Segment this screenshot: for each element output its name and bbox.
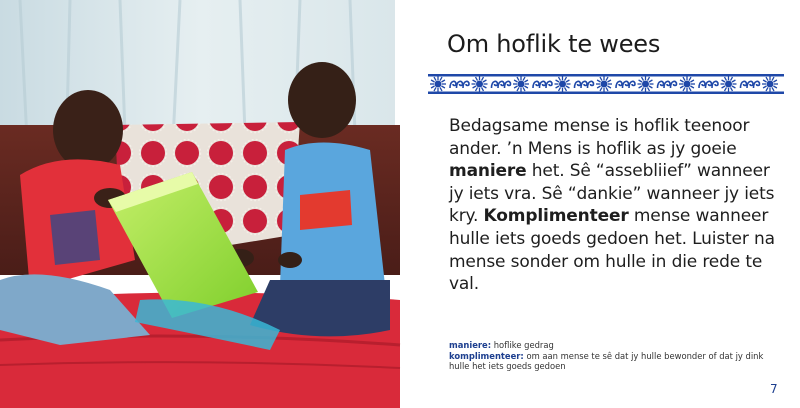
sun-ornament-icon [472,76,488,92]
paragraph-segment: Bedagsame mense is hoflik teenoor ander. ’n Mens is hoflik as jy goeie [449,116,750,159]
sun-ornament-icon [513,76,529,92]
decorative-wave-border [428,72,784,96]
sun-ornament-icon [596,76,612,92]
wave-ornament-icon [699,81,718,88]
sun-ornament-icon [721,76,737,92]
wave-ornament-icon [533,81,552,88]
vocabulary-word: maniere [449,161,527,182]
paragraph-text [449,115,779,296]
paragraph-segment: het. Sê “assebliief” wanneer jy iets vra. Sê “dankie” wanneer jy iets kry. [449,161,775,227]
body-paragraph [449,115,779,296]
glossary-term: maniere: [449,340,492,350]
vocabulary-word: Komplimenteer [483,206,629,227]
glossary-entry [449,351,779,372]
wave-ornament-icon [658,81,677,88]
sun-ornament-icon [555,76,571,92]
wave-ornament-icon [741,81,760,88]
sun-ornament-icon [679,76,695,92]
glossary-definition: hoflike gedrag [493,340,554,350]
wave-ornament-icon [492,81,511,88]
page-title: Om hoflik te wees [447,30,661,58]
sun-ornament-icon [430,76,446,92]
wave-ornament-icon [450,81,469,88]
wave-ornament-icon [616,81,635,88]
glossary-entry [449,340,779,351]
glossary-term: komplimenteer: [449,350,524,361]
page-number: 7 [770,382,778,396]
wave-ornament-icon [575,81,594,88]
sun-ornament-icon [638,76,654,92]
glossary [449,340,779,372]
paragraph-segment: mense wanneer hulle iets goeds gedoen het. Luister na mense sonder om hulle in die rede te val. [449,206,775,295]
glossary-definition: om aan mense te sê dat jy hulle bewonder of dat jy dink hulle het iets goeds gedoen [449,350,764,371]
sun-ornament-icon [762,76,778,92]
